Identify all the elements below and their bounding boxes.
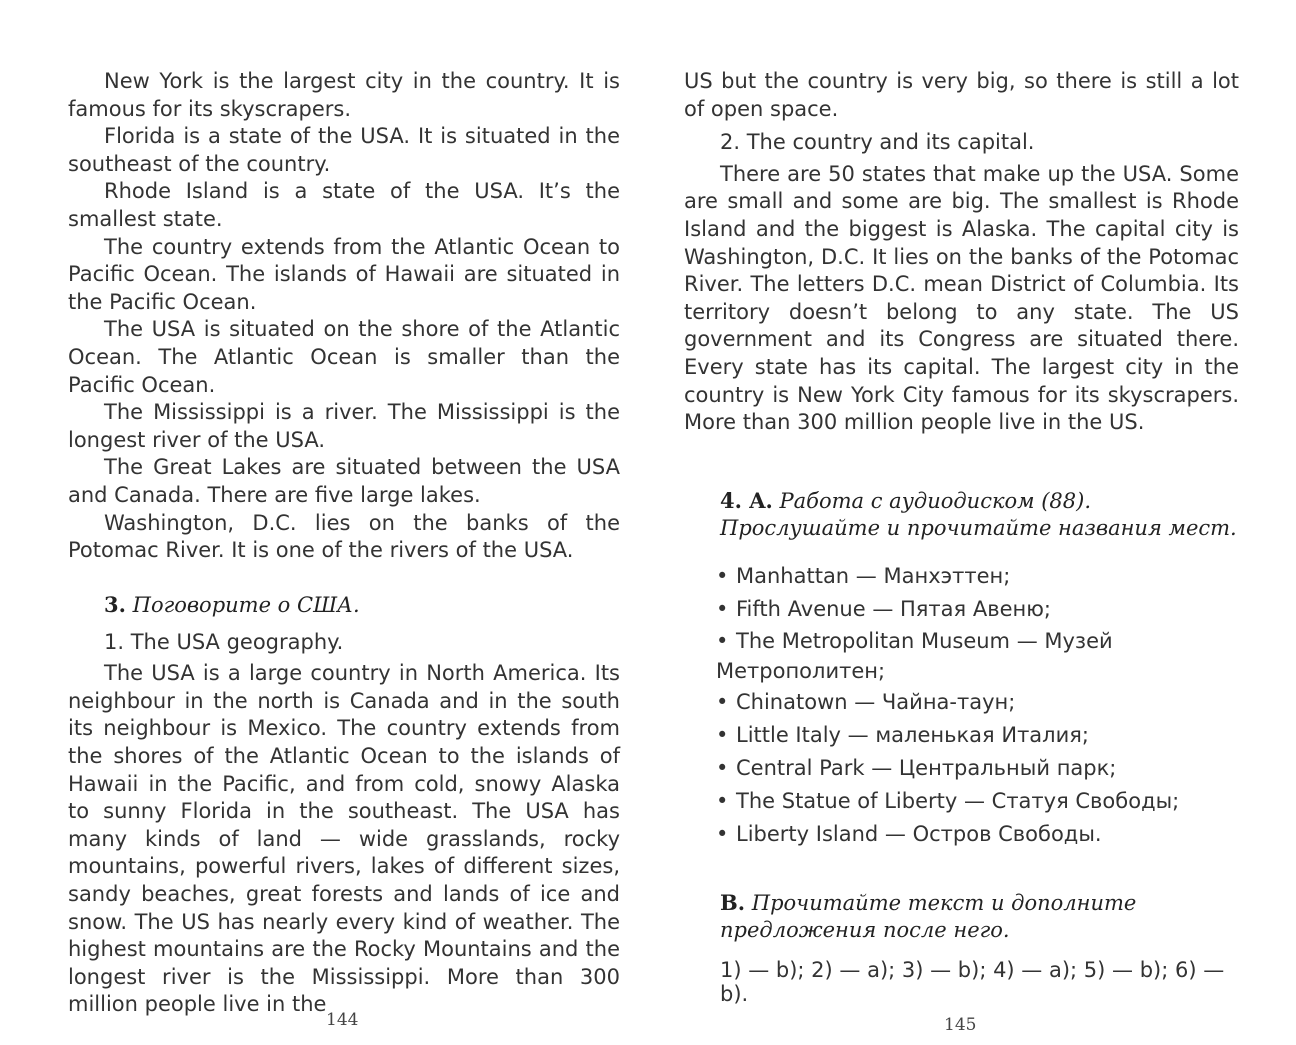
paragraph: Florida is a state of the USA. It is situated in the southeast of the country. (68, 124, 620, 176)
page-number: 145 (944, 1015, 977, 1035)
list-item: • The Metropolitan Museum — Музей Метрополитен; (684, 626, 1239, 686)
paragraph: Rhode Island is a state of the USA. It’s the smallest state. (68, 179, 620, 231)
task-3-heading (68, 591, 620, 619)
geography-text: The USA is a large country in North America. Its neighbour in the north is Canada and in the south its neighbour is Mexico. The country extends from the shores of the Atlantic Ocean to the islands of Hawaii in the Pacific, and from cold, snowy Alaska to sunny Florida in the southeast. The USA has many kinds of land — wide grasslands, rocky mountains, powerful rivers, lakes of different sizes, sandy beaches, great forests and lands of ice and snow. The US has nearly every kind of weather. The highest mountains are the Rocky Mountains and the longest river is the Mississippi. More than 300 million people live in the (68, 661, 620, 1017)
task-number: B. (720, 889, 746, 915)
section-subtitle: 2. The country and its capital. (720, 130, 1035, 155)
bullet-icon: • (716, 821, 729, 846)
task-number: 3. (104, 591, 126, 617)
paragraph: Washington, D.C. lies on the banks of the Potomac River. It is one of the rivers of the USA. (68, 510, 620, 563)
section-subtitle: 1. The USA geography. (104, 629, 344, 654)
paragraph: The Great Lakes are situated between the USA and Canada. There are five large lakes. (68, 455, 620, 507)
paragraph: The USA is situated on the shore of the Atlantic Ocean. The Atlantic Ocean is smaller than the Pacific Ocean. (68, 317, 620, 397)
list-item: • Chinatown — Чайна-таун; (684, 686, 1239, 719)
left-page (68, 68, 620, 1019)
answers: 1) — b); 2) — a); 3) — b); 4) — a); 5) — b); 6) — b). (720, 957, 1225, 1006)
paragraph: The country extends from the Atlantic Ocean to Pacific Ocean. The islands of Hawaii are situated in the Pacific Ocean. (68, 234, 620, 314)
list-item: • Central Park — Центральный парк; (684, 752, 1239, 785)
paragraph: The Mississippi is a river. The Mississippi is the longest river of the USA. (68, 400, 620, 452)
list-item: • The Statue of Liberty — Статуя Свободы; (684, 785, 1239, 818)
bullet-icon: • (716, 788, 729, 813)
bullet-icon: • (716, 689, 729, 714)
task-4-heading (684, 487, 1239, 542)
places-list (684, 560, 1239, 851)
bullet-icon: • (716, 722, 729, 747)
bullet-icon: • (716, 596, 729, 621)
task-title: Работа с аудиодиском (88). Прослушайте и прочитайте названия мест. (720, 488, 1237, 540)
bullet-icon: • (716, 628, 729, 653)
right-page (684, 68, 1239, 1006)
capital-text: There are 50 states that make up the USA. Some are small and some are big. The smallest is Rhode Island and the biggest is Alaska. The capital city is Washington, D.C. It lies on the banks of the Potomac River. The letters D.C. mean District of Columbia. Its territory doesn’t belong to any state. The US government and its Congress are situated there. Every state has its capital. The largest city in the country is New York City famous for its skyscrapers. More than 300 million people live in the US. (684, 161, 1239, 435)
list-item: • Fifth Avenue — Пятая Авеню; (684, 593, 1239, 626)
task-b-heading (684, 889, 1239, 944)
list-item: • Liberty Island — Остров Свободы. (684, 818, 1239, 851)
continued-paragraph: US but the country is very big, so there is still a lot of open space. (684, 69, 1239, 121)
list-item: • Little Italy — маленькая Италия; (684, 719, 1239, 752)
bullet-icon: • (716, 755, 729, 780)
task-title: Поговорите о США. (132, 592, 360, 617)
paragraph: New York is the largest city in the country. It is famous for its skyscrapers. (68, 69, 620, 121)
bullet-icon: • (716, 563, 729, 588)
task-title: Прочитайте текст и дополните предложения после него. (720, 890, 1137, 942)
list-item: • Manhattan — Манхэттен; (684, 560, 1239, 593)
task-number: 4. A. (720, 487, 773, 513)
page-number: 144 (326, 1010, 359, 1030)
